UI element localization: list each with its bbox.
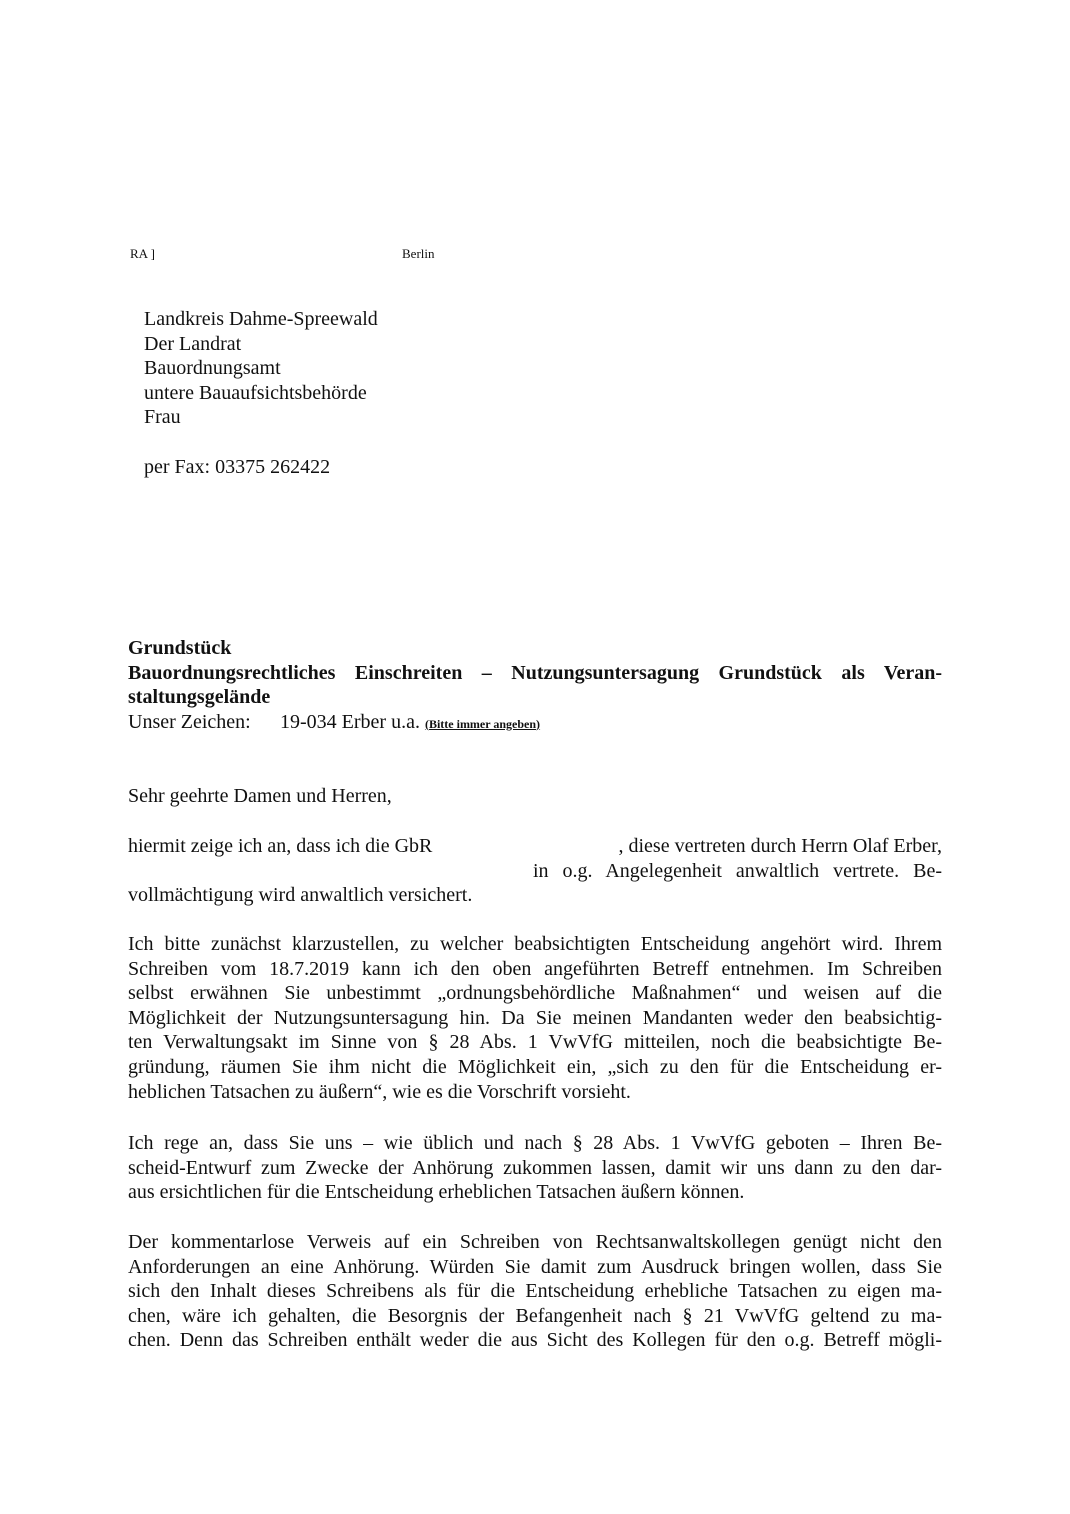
address-line: Landkreis Dahme-Spreewald	[144, 308, 378, 330]
reference-label: Unser Zeichen:	[128, 710, 251, 733]
recipient-address	[144, 307, 378, 430]
reference-value: 19-034 Erber u.a.	[280, 710, 420, 733]
paragraph-2	[128, 932, 942, 1104]
paragraph-line: gründung, räumen Sie ihm nicht die Möglichkeit ein, „sich zu den für die Entscheidung er-	[128, 1055, 942, 1078]
reference-note: (Bitte immer angeben)	[424, 716, 541, 731]
address-line: untere Bauaufsichtsbehörde	[144, 381, 367, 404]
paragraph-line: Schreiben vom 18.7.2019 kann ich den oben angeführten Betreff entnehmen. Im Schreiben	[128, 957, 942, 980]
paragraph-line: chen, wäre ich gehalten, die Besorgnis der Befangenheit nach § 21 VwVfG geltend zu ma-	[128, 1304, 942, 1327]
paragraph-line: sich den Inhalt dieses Schreibens als für die Entscheidung erhebliche Tatsachen zu eigen ma-	[128, 1280, 942, 1303]
paragraph-line: vollmächtigung wird anwaltlich versichert.	[128, 884, 473, 907]
paragraph-line: chen. Denn das Schreiben enthält weder die aus Sicht des Kollegen für den o.g. Betreff mögli-	[128, 1329, 942, 1352]
sender-name: RA ]	[130, 246, 155, 261]
paragraph-4	[128, 1230, 942, 1353]
paragraph-1	[128, 834, 942, 908]
subject-heading-cont: staltungsgelände	[128, 686, 271, 708]
paragraph-line: Ich bitte zunächst klarzustellen, zu welcher beabsichtigten Entscheidung angehört wird. Ihrem	[128, 933, 942, 955]
address-line: Der Landrat	[144, 332, 242, 355]
paragraph-line: Möglichkeit der Nutzungsuntersagung hin. Da Sie meinen Mandanten weder den beabsichtig-	[128, 1006, 942, 1029]
paragraph-text: , diese vertreten durch Herrn Olaf Erber,	[618, 835, 942, 857]
subject-title: Grundstück	[128, 637, 232, 659]
salutation: Sehr geehrte Damen und Herren,	[128, 785, 392, 807]
paragraph-3	[128, 1131, 942, 1205]
address-line: Bauordnungsamt	[144, 357, 281, 380]
address-line: Frau	[144, 406, 181, 429]
reference-line	[128, 710, 942, 737]
paragraph-line: in o.g. Angelegenheit anwaltlich vertrete. Be-	[533, 859, 942, 882]
paragraph-line: scheid-Entwurf zum Zwecke der Anhörung zukommen lassen, damit wir uns dann zu den dar-	[128, 1156, 942, 1179]
paragraph-line: Der kommentarlose Verweis auf ein Schreiben von Rechtsanwaltskollegen genügt nicht den	[128, 1231, 942, 1253]
paragraph-line: ten Verwaltungsakt im Sinne von § 28 Abs. 1 VwVfG mitteilen, noch die beabsichtigte Be-	[128, 1031, 942, 1054]
paragraph-line: heblichen Tatsachen zu äußern“, wie es die Vorschrift vorsieht.	[128, 1080, 631, 1103]
subject-heading: Bauordnungsrechtliches Einschreiten – Nutzungsuntersagung Grundstück als Veran-	[128, 661, 942, 684]
paragraph-line: Anforderungen an eine Anhörung. Würden Sie damit zum Ausdruck bringen wollen, dass Sie	[128, 1255, 942, 1278]
paragraph-text: hiermit zeige ich an, dass ich die GbR	[128, 835, 433, 857]
paragraph-line: aus ersichtlichen für die Entscheidung erheblichen Tatsachen äußern können.	[128, 1181, 745, 1204]
paragraph-line	[128, 834, 942, 859]
sender-city: Berlin	[402, 246, 435, 261]
paragraph-line: Ich rege an, dass Sie uns – wie üblich und nach § 28 Abs. 1 VwVfG geboten – Ihren Be-	[128, 1132, 942, 1154]
subject-block	[128, 636, 942, 736]
paragraph-line: selbst erwähnen Sie unbestimmt „ordnungsbehördliche Maßnahmen“ und weisen auf die	[128, 982, 942, 1005]
fax-number: per Fax: 03375 262422	[144, 456, 331, 478]
